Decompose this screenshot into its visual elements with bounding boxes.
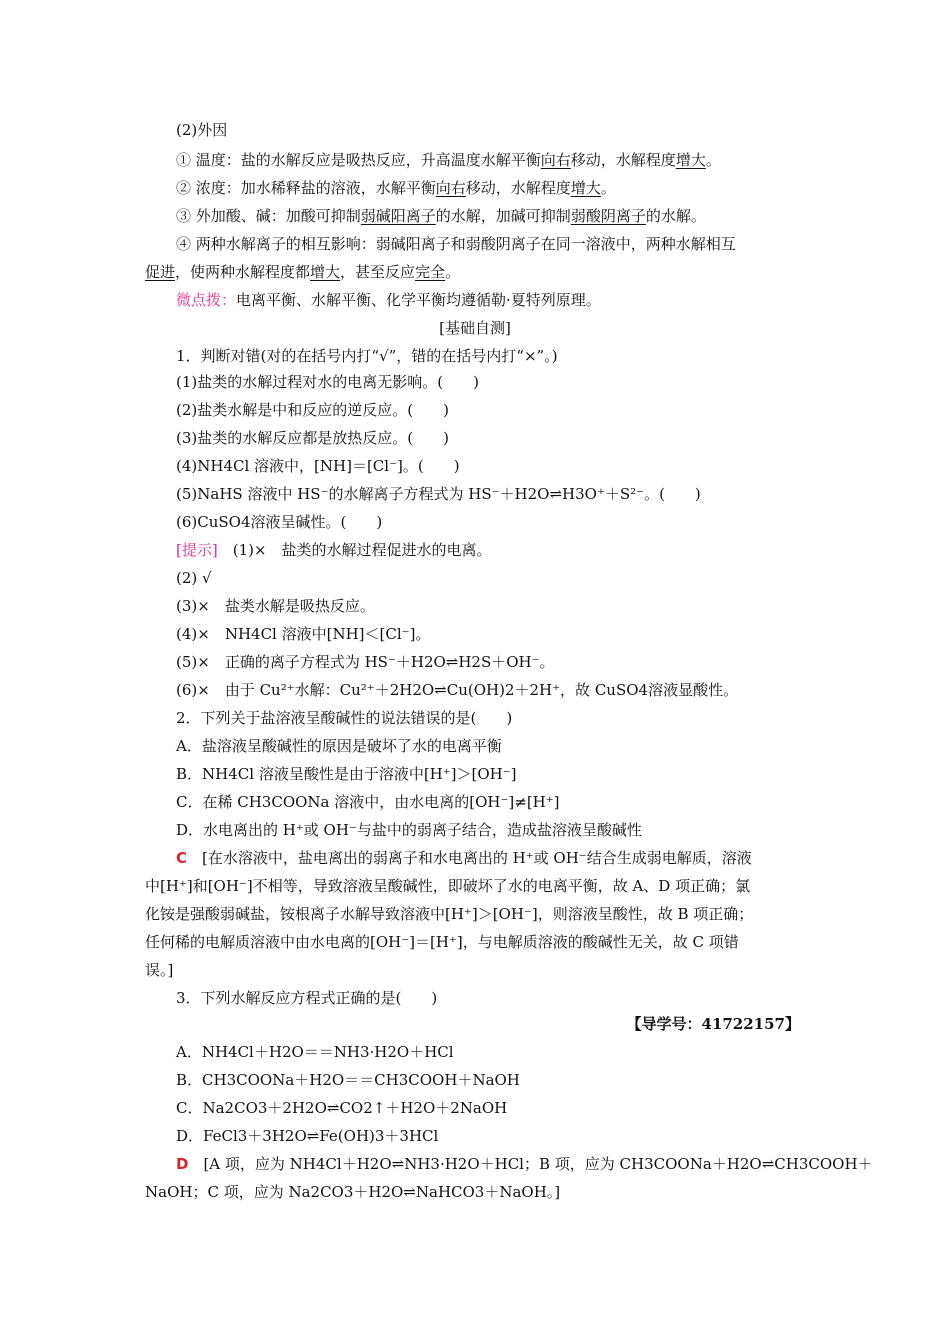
answer-key: D [176, 1155, 189, 1173]
guide-number: 【导学号：41722157】 [626, 1015, 800, 1033]
factor-mutual-influence: ④ 两种水解离子的相互影响：弱碱阳离子和弱酸阴离子在同一溶液中，两种水解相互 [176, 235, 736, 253]
question-2: 2．下列关于盐溶液呈酸碱性的说法错误的是( ) [176, 709, 513, 727]
hint-1 [176, 540, 492, 560]
question-1-item-5: (5)NaHS 溶液中 HS⁻的水解离子方程式为 HS⁻＋H2O⇌H3O⁺＋S²⁻。( ) [176, 485, 701, 503]
hint-label: [提示] [176, 541, 218, 559]
question-1-item-3: (3)盐类的水解反应都是放热反应。( ) [176, 429, 449, 447]
underlined-answer: 增大 [310, 263, 341, 281]
text: ③ 外加酸、碱：加酸可抑制 [176, 207, 361, 225]
question-1-item-4: (4)NH4Cl 溶液中，[NH]＝[Cl⁻]。( ) [176, 457, 460, 475]
factor-acid-base [176, 206, 706, 226]
answer-text: [A 项，应为 NH4Cl＋H2O⇌NH3·H2O＋HCl；B 项，应为 CH3COONa＋H2O⇌CH3COOH＋ [188, 1155, 873, 1173]
question-1-item-2: (2)盐类水解是中和反应的逆反应。( ) [176, 401, 449, 419]
question-2-option-b: B．NH4Cl 溶液呈酸性是由于溶液中[H⁺]＞[OH⁻] [176, 765, 517, 783]
question-1: 1．判断对错(对的在括号内打“√”，错的在括号内打“×”。) [176, 347, 558, 365]
answer-2-line-4: 任何稀的电解质溶液中由水电离的[OH⁻]＝[H⁺]，与电解质溶液的酸碱性无关，故 C 项错 [145, 933, 739, 951]
underlined-answer: 促进 [145, 263, 176, 281]
text: 。 [445, 263, 461, 281]
tip-note [176, 290, 601, 310]
answer-3 [176, 1154, 873, 1174]
factor-mutual-influence-cont [145, 262, 460, 282]
answer-text: [在水溶液中，盐电离出的弱离子和水电离出的 H⁺或 OH⁻结合生成弱电解质，溶液 [187, 849, 752, 867]
text: ，使两种水解程度都 [175, 263, 311, 281]
question-3-option-a: A．NH4Cl＋H2O＝＝NH3·H2O＋HCl [176, 1043, 454, 1061]
factor-temperature [176, 150, 721, 170]
answer-2-line-2: 中[H⁺]和[OH⁻]不相等，导致溶液呈酸碱性，即破坏了水的电离平衡，故 A、D 项正确；氯 [145, 877, 751, 895]
text: 的水解，加碱可抑制 [435, 207, 571, 225]
text: ，甚至反应 [340, 263, 416, 281]
underlined-answer: 弱碱阳离子 [360, 207, 436, 225]
section-heading: [基础自测] [439, 319, 511, 337]
underlined-answer: 增大 [675, 151, 706, 169]
hint-6: (6)× 由于 Cu²⁺水解：Cu²⁺＋2H2O⇌Cu(OH)2＋2H⁺，故 CuSO4溶液显酸性。 [176, 681, 739, 699]
hint-3: (3)× 盐类水解是吸热反应。 [176, 597, 375, 615]
question-2-option-c: C．在稀 CH3COONa 溶液中，由水电离的[OH⁻]≠[H⁺] [176, 793, 560, 811]
question-1-item-1: (1)盐类的水解过程对水的电离无影响。( ) [176, 373, 479, 391]
underlined-answer: 弱酸阴离子 [570, 207, 646, 225]
question-3-option-c: C．Na2CO3＋2H2O⇌CO2↑＋H2O＋2NaOH [176, 1099, 508, 1117]
question-3: 3．下列水解反应方程式正确的是( ) [176, 989, 438, 1007]
underlined-answer: 完全 [415, 263, 446, 281]
answer-key: C [176, 849, 188, 867]
answer-2-line-5: 误。] [145, 961, 174, 979]
hint-text: (1)× 盐类的水解过程促进水的电离。 [217, 541, 492, 559]
hint-4: (4)× NH4Cl 溶液中[NH]＜[Cl⁻]。 [176, 625, 431, 643]
text: 。 [600, 179, 616, 197]
question-3-option-d: D．FeCl3＋3H2O⇌Fe(OH)3＋3HCl [176, 1127, 439, 1145]
text: 移动，水解程度 [465, 179, 571, 197]
text: 移动，水解程度 [570, 151, 676, 169]
underlined-answer: 向右 [540, 151, 571, 169]
text: 。 [705, 151, 721, 169]
hint-2: (2) √ [176, 569, 212, 587]
tip-text: 电离平衡、水解平衡、化学平衡均遵循勒·夏特列原理。 [236, 291, 601, 309]
hint-5: (5)× 正确的离子方程式为 HS⁻＋H2O⇌H2S＋OH⁻。 [176, 653, 555, 671]
question-3-option-b: B．CH3COONa＋H2O＝＝CH3COOH＋NaOH [176, 1071, 520, 1089]
underlined-answer: 向右 [435, 179, 466, 197]
text: 的水解。 [645, 207, 706, 225]
question-2-option-a: A．盐溶液呈酸碱性的原因是破坏了水的电离平衡 [176, 737, 502, 755]
underlined-answer: 增大 [570, 179, 601, 197]
answer-2 [176, 848, 752, 868]
question-1-item-6: (6)CuSO4溶液呈碱性。( ) [176, 513, 383, 531]
tip-label: 微点拨： [176, 291, 237, 309]
question-2-option-d: D．水电离出的 H⁺或 OH⁻与盐中的弱离子结合，造成盐溶液呈酸碱性 [176, 821, 642, 839]
section-external-factors: (2)外因 [176, 121, 228, 139]
text: ② 浓度：加水稀释盐的溶液，水解平衡 [176, 179, 436, 197]
factor-concentration [176, 178, 616, 198]
text: ① 温度：盐的水解反应是吸热反应，升高温度水解平衡 [176, 151, 541, 169]
answer-2-line-3: 化铵是强酸弱碱盐，铵根离子水解导致溶液中[H⁺]＞[OH⁻]，则溶液呈酸性，故 B 项正确； [145, 905, 754, 923]
answer-3-line-2: NaOH；C 项，应为 Na2CO3＋H2O⇌NaHCO3＋NaOH。] [145, 1183, 561, 1201]
